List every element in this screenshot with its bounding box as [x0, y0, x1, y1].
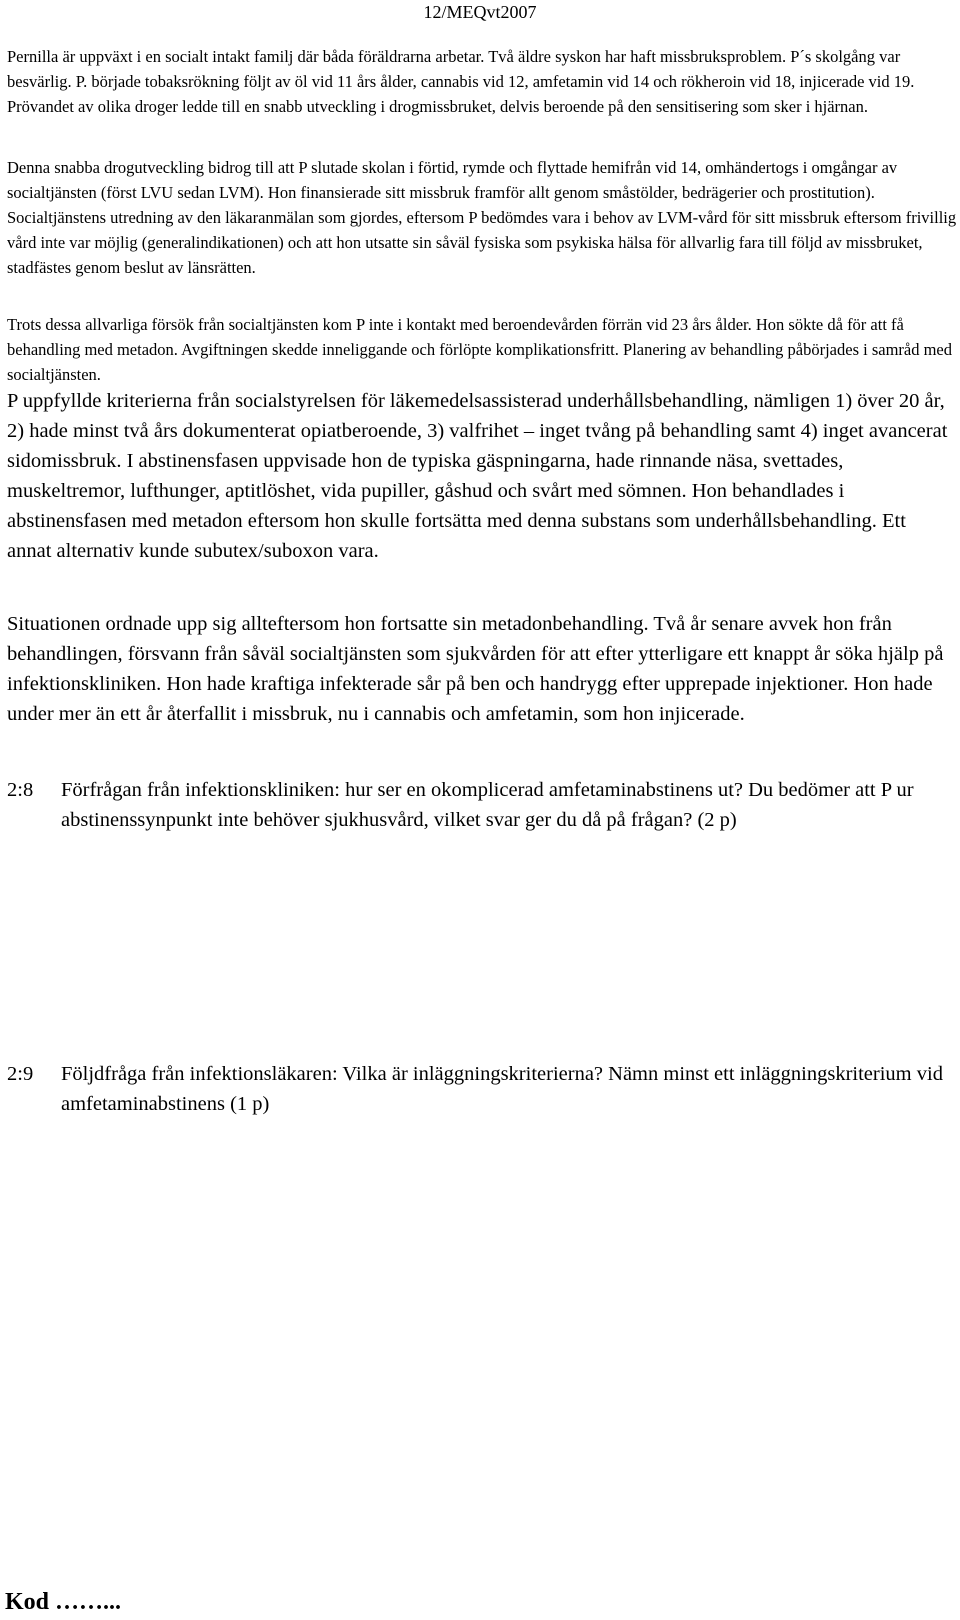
page-header-code: 12/MEQvt2007	[423, 2, 537, 22]
case-paragraph-4: P uppfyllde kriterierna från socialstyrelsen för läkemedelsassisterad underhållsbehandling, nämligen 1) över 20 år, 2) hade minst två års dokumenterat opiatberoende, 3) valfrihet – inget tvång på behandling samt 4) inget avancerat sidomissbruk. I abstinensfasen uppvisade hon de typiska gäspningarna, hade rinnande näsa, svettades, muskeltremor, lufthunger, aptitlöshet, vida pupiller, gåshud och svårt med sömnen. Hon behandlades i abstinensfasen med metadon eftersom hon skulle fortsätta med denna substans som underhållsbehandling. Ett annat alternativ kunde subutex/suboxon vara.	[7, 390, 948, 562]
case-paragraph-5: Situationen ordnade upp sig allteftersom hon fortsatte sin metadonbehandling. Två år senare avvek hon från behandlingen, försvann från såväl socialtjänsten som sjukvården för att efter ytterligare ett knappt år söka hjälp på infektionskliniken. Hon hade kraftiga infekterade sår på ben och handrygg efter upprepade injektioner. Hon hade under mer än ett år återfallit i missbruk, nu i cannabis och amfetamin, som hon injicerade.	[7, 613, 944, 725]
question-text: Förfrågan från infektionskliniken: hur ser en okomplicerad amfetaminabstinens ut? Du bedömer att P ur abstinenssynpunkt inte behöver sjukhusvård, vilket svar ger du då på frågan? (2 p)	[61, 779, 914, 831]
question-text: Följdfråga från infektionsläkaren: Vilka är inläggningskriterierna? Nämn minst ett inläggningskriterium vid amfetaminabstinens (1 p)	[61, 1063, 943, 1115]
case-paragraph-2: Denna snabba drogutveckling bidrog till att P slutade skolan i förtid, rymde och flyttade hemifrån vid 14, omhändertogs i omgångar av socialtjänsten (först LVU sedan LVM). Hon finansierade sitt missbruk framför allt genom småstölder, bedrägerier och prostitution). Socialtjänstens utredning av den läkaranmälan som gjordes, eftersom P bedömdes vara i behov av LVM-vård för sitt missbruk eftersom frivillig vård inte var möjlig (generalindikationen) och att hon utsatte sin såväl fysiska som psykiska hälsa för allvarlig fara till följd av missbruket, stadfästes genom beslut av länsrätten.	[7, 158, 957, 277]
case-paragraph-3: Trots dessa allvarliga försök från socialtjänsten kom P inte i kontakt med beroendevården förrän vid 23 års ålder. Hon sökte då för att få behandling med metadon. Avgiftningen skedde inneliggande och förlöpte komplikationsfritt. Planering av behandling påbörjades i samråd med socialtjänsten.	[7, 315, 953, 384]
question-2-8	[7, 775, 955, 835]
kod-field-label: Kod ……...	[5, 1589, 122, 1615]
question-number: 2:9	[7, 1063, 34, 1085]
question-number: 2:8	[7, 779, 34, 801]
case-paragraph-1: Pernilla är uppväxt i en socialt intakt familj där båda föräldrarna arbetar. Två äldre syskon har haft missbruksproblem. P´s skolgång var besvärlig. P. började tobaksrökning följt av öl vid 11 års ålder, cannabis vid 12, amfetamin vid 14 och rökheroin vid 18, injicerade vid 19. Prövandet av olika droger ledde till en snabb utveckling i drogmissbruket, delvis beroende på den sensitisering som sker i hjärnan.	[7, 47, 915, 116]
question-2-9	[7, 1059, 955, 1119]
